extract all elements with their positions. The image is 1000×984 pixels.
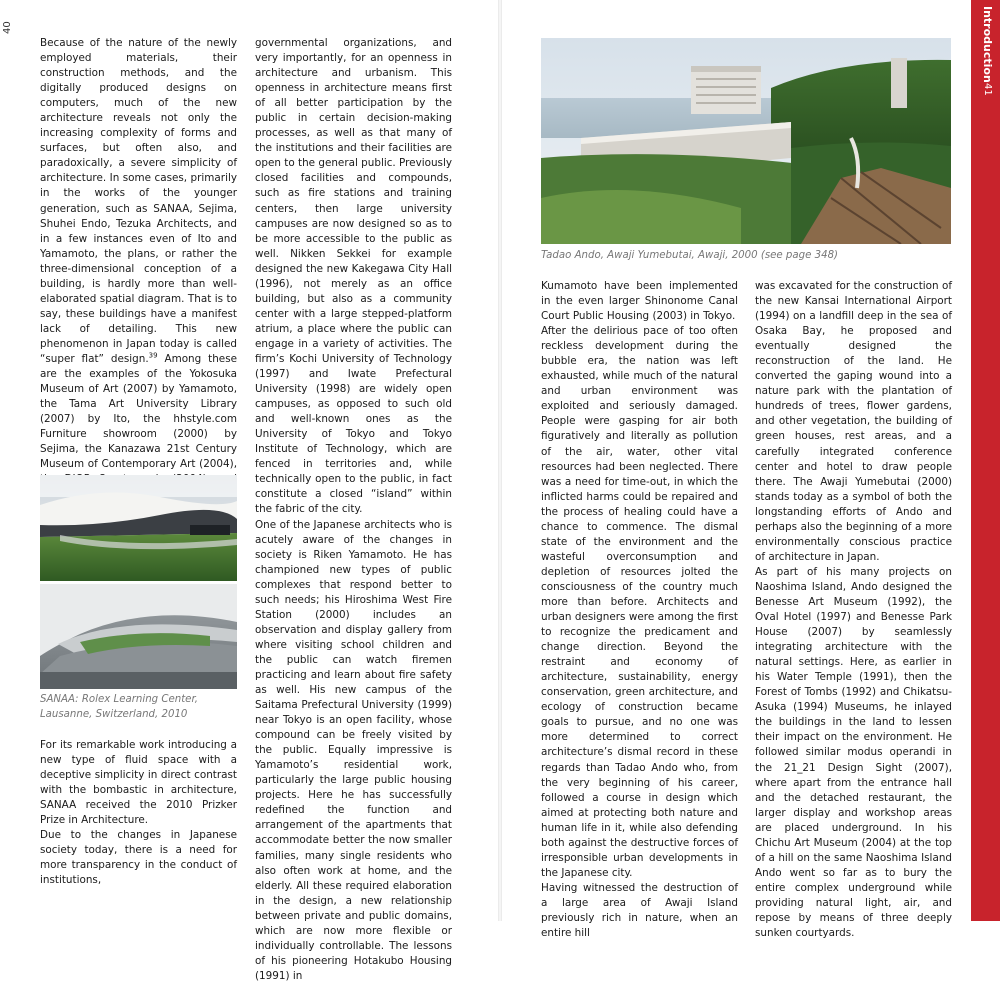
paragraph: For its remarkable work introducing a new type of fluid space with a deceptive simplicity in direct contrast with the bombastic in architecture, SANAA received the 2010 Prizker Prize in Architecture. [40,739,237,827]
photo-awaji-image [541,38,951,244]
right-page [500,0,1000,940]
left-page [0,0,500,982]
paragraph: Having witnessed the destruction of a large area of Awaji Island previously rich in nature, when an entire hill [541,881,738,940]
paragraph: As part of his many projects on Naoshima Island, Ando designed the Benesse Art Museum (1992), the Oval Hotel (1997) and Benesse Park House (2007) by seamlessly integrating architecture with the natural settings. Here, as earlier in his Water Temple (1991), then the Forest of Tombs (1992) and Chikatsu-Asuka (1994) Museums, he inlayed the buildings in the land to lessen their impact on the environment. He followed similar modus operandi in the 21_21 Design Sight (2007), where apart from the entrance hall and the detached restaurant, the larger display and workshop areas are placed underground. In his Chichu Art Museum (2004) at the top of a hill on the same Naoshima Island Ando went so far as to bury the entire complex underground while providing natural light, air, and repose by means of three deeply sunken courtyards. [755,565,952,940]
section-label: Introduction [981,6,994,83]
caption-line: Lausanne, Switzerland, 2010 [40,709,188,720]
paragraph: Kumamoto have been implemented in the even larger Shinonome Canal Court Public Housing (2003) in Tokyo. [541,280,738,323]
paragraph: was excavated for the construction of the new Kansai International Airport (1994) on a landfill deep in the sea of Osaka Bay, he proposed and eventually designed the reconstruction of the land. He converted the gaping wound into a nature park with the plantation of hundreds of trees, flower gardens, and other vegetation, the building of green houses, rest areas, and a carefully integrated conference center and hotel to draw people there. The Awaji Yumebutai (2000) stands today as a symbol of both the longstanding efforts of Ando and perhaps also the beginning of a more environmentally conscious practice of architecture in Japan. [755,280,952,563]
column-2 [255,36,452,984]
chapter-tab-label [978,6,994,126]
photo-awaji-yumebutai [541,38,951,244]
footnote-ref: 39 [148,351,158,360]
column-3 [541,279,738,941]
photo-rolex-interior-image [40,584,237,689]
photo-rolex-exterior [40,475,237,581]
paragraph: One of the Japanese architects who is acutely aware of the changes in society is Riken Yamamoto. He has championed new types of public complexes that respond better to such needs; his Hiroshima West Fire Station (2000) includes an observation and display gallery from where visiting school children and the public can watch firemen practicing and learn about fire safety as well. His new campus of the Saitama Prefectural University (1999) near Tokyo is an open facility, whose compound can be freely visited by the public. Equally impressive is Yamamoto’s residential work, particularly the large public housing projects. Here he has successfully redefined the function and arrangement of the apartments that accommodate better the now smaller families, many single residents who also often work at home, and the elderly. All these required elaboration in the design, a new relationship between private and public domains, which are now more flexible or individually controllable. The lessons of his pioneering Hotakubo Housing (1991) in [255,518,452,982]
page-number-right: 41 [982,82,993,96]
caption-line: SANAA: Rolex Learning Center, [40,694,198,705]
paragraph [40,36,237,518]
paragraph-text: Among these are the examples of the Yokosuka Museum of Art (2007) by Yamamoto, the Tama Art University Library (2007) by Ito, the hhstyle.com Furniture showroom (2000) by Sejima, the Kanazawa 21st Century Museum of Contemporary Art (2004), [40,352,238,471]
page-number-left: 40 [2,21,13,34]
chapter-tab [971,0,1000,921]
paragraph: governmental organizations, and very importantly, for an openness in architecture and urbanism. This openness in architecture means first of all better participation by the public in certain decision-making processes, as well as that many of the institutions and their facilities are open to the general public. Previously closed facilities and compounds, such as fire stations and training centers, then large university campuses are now designed so as to be more accessible to the public as well. Nikken Sekkei for example designed the new Kakegawa City Hall (1996), not merely as an office building, but also as a community center with a large stepped-platform atrium, a place where the public can engage in a variety of activities. The firm’s Kochi University of Technology (1997) and Iwate Prefectural University (1998) are widely open campuses, as opposed to such old and well-known ones as the University of Tokyo and Tokyo Institute of Technology, which are fenced in territories and, while technically open to the public, in fact constitute a closed “island” within the fabric of the city. [255,37,452,516]
paragraph: Due to the changes in Japanese society today, there is a need for more transparency in the conduct of institutions, [40,829,237,887]
photo-rolex-exterior-image [40,475,237,581]
column-4 [755,279,952,941]
column-1-bottom [40,738,237,888]
caption-awaji: Tadao Ando, Awaji Yumebutai, Awaji, 2000 (see page 348) [541,250,839,261]
column-1-top [40,36,237,518]
paragraph-text: Because of the nature of the newly employed materials, their construction methods, and the digitally produced designs on computers, much of the new architecture reveals not only the increasing complexity of forms and surfaces, but often also, and paradoxically, a severe simplicity of architecture. In some cases, primarily in the works of the younger generation, such as SANAA, Sejima, Shuhei Endo, Tezuka Architects, and in a few instances even of Ito and Yamamoto, the plans, or rather the three-dimensional conception of a building, is hardly more than well-elaborated spatial diagram. That is to say, these buildings have a manifest lack of detailing. This new phenomenon in Japan today is called “super flat” design. [40,37,237,365]
photo-rolex-interior [40,584,237,689]
caption-rolex [40,692,237,722]
paragraph: After the delirious pace of too often reckless development during the bubble era, the nation was left exhausted, while much of the natural and urban environment was exploited and seriously damaged. People were gasping for air both figuratively and literally as pollution of the air, water, other vital resources had been neglected. There was a need for time-out, in which the inflicted harms could be repaired and the process of healing could have a chance to commence. The dismal state of the environment and the wasteful overconsumption and depletion of resources jolted the consciousness of the country much more than before. Architects and urban designers were among the first to recognize the predicament and change direction. Beyond the restraint and economy of architecture, sustainability, energy conservation, green architecture, and ecology of construction became goals to pursue, and no one was more determined to correct architecture’s dismal record in these regards than Tadao Ando who, from the very beginning of his career, followed a course in design which aimed at protecting both nature and human life in it, while also defending both against the destructive forces of irresponsible urban developments in the Japanese city. [541,325,738,879]
